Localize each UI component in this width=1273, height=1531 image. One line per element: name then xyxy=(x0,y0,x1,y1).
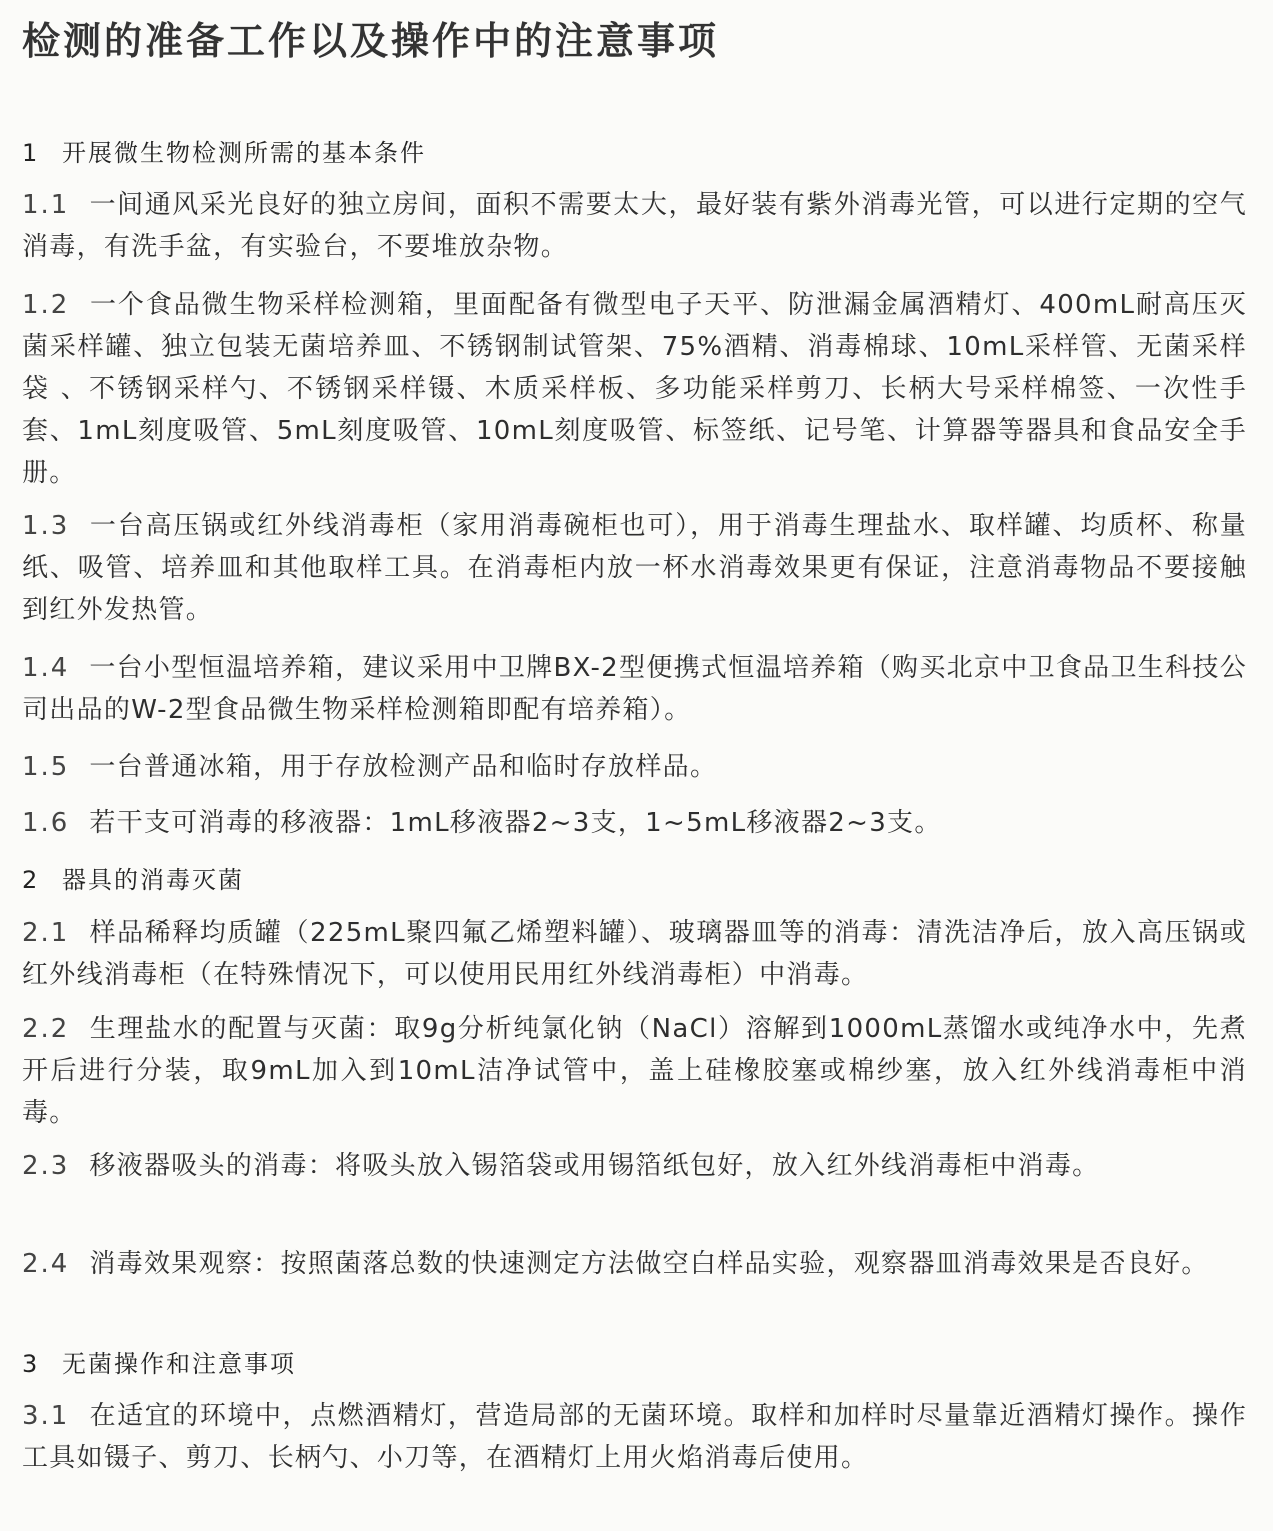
paragraph-text: 在适宜的环境中，点燃酒精灯，营造局部的无菌环境。取样和加样时尽量靠近酒精灯操作。操作工具如镊子、剪刀、长柄勺、小刀等，在酒精灯上用火焰消毒后使用。 xyxy=(22,1401,1247,1473)
paragraph-number: 2.1 xyxy=(22,918,70,948)
paragraph-1-1 xyxy=(22,184,1247,268)
paragraph-text: 消毒效果观察：按照菌落总数的快速测定方法做空白样品实验，观察器皿消毒效果是否良好。 xyxy=(89,1249,1209,1279)
paragraph-number: 2.2 xyxy=(22,1014,70,1044)
paragraph-1-4 xyxy=(22,647,1247,731)
paragraph-text: 一个食品微生物采样检测箱，里面配备有微型电子天平、防泄漏金属酒精灯、400mL耐高压灭菌采样罐、独立包装无菌培养皿、不锈钢制试管架、75%酒精、消毒棉球、10mL采样管、无菌采样袋 、不锈钢采样勺、不锈钢采样镊、木质采样板、多功能采样剪刀、长柄大号采样棉签、一次性手套、1mL刻度吸管、5mL刻度吸管、10mL刻度吸管、标签纸、记号笔、计算器等器具和食品安全手册。 xyxy=(22,290,1247,488)
paragraph-1-6 xyxy=(22,802,1247,844)
paragraph-1-2 xyxy=(22,284,1247,494)
section-heading-text: 器具的消毒灭菌 xyxy=(62,866,244,894)
section-heading-1 xyxy=(22,135,426,171)
paragraph-3-1 xyxy=(22,1395,1247,1479)
paragraph-number: 1.2 xyxy=(22,290,70,320)
section-number: 1 xyxy=(22,139,40,167)
paragraph-text: 一台小型恒温培养箱，建议采用中卫牌BX-2型便携式恒温培养箱（购买北京中卫食品卫生科技公司出品的W-2型食品微生物采样检测箱即配有培养箱）。 xyxy=(22,653,1247,725)
section-heading-text: 开展微生物检测所需的基本条件 xyxy=(62,139,426,167)
paragraph-text: 若干支可消毒的移液器：1mL移液器2~3支，1~5mL移液器2~3支。 xyxy=(89,808,942,838)
paragraph-text: 一台高压锅或红外线消毒柜（家用消毒碗柜也可），用于消毒生理盐水、取样罐、均质杯、称量纸、吸管、培养皿和其他取样工具。在消毒柜内放一杯水消毒效果更有保证，注意消毒物品不要接触到红外发热管。 xyxy=(22,511,1247,625)
section-number: 2 xyxy=(22,866,40,894)
paragraph-number: 3.1 xyxy=(22,1401,70,1431)
paragraph-number: 1.3 xyxy=(22,511,70,541)
paragraph-number: 1.5 xyxy=(22,752,70,782)
paragraph-1-3 xyxy=(22,505,1247,631)
section-heading-2 xyxy=(22,862,244,898)
page-title: 检测的准备工作以及操作中的注意事项 xyxy=(22,19,720,63)
paragraph-text: 一间通风采光良好的独立房间，面积不需要太大，最好装有紫外消毒光管，可以进行定期的空气消毒，有洗手盆，有实验台，不要堆放杂物。 xyxy=(22,190,1247,262)
paragraph-2-4 xyxy=(22,1243,1247,1285)
paragraph-text: 一台普通冰箱，用于存放检测产品和临时存放样品。 xyxy=(89,752,718,782)
paragraph-text: 样品稀释均质罐（225mL聚四氟乙烯塑料罐）、玻璃器皿等的消毒：清洗洁净后，放入高压锅或红外线消毒柜（在特殊情况下，可以使用民用红外线消毒柜）中消毒。 xyxy=(22,918,1247,990)
paragraph-number: 2.4 xyxy=(22,1249,70,1279)
paragraph-text: 移液器吸头的消毒：将吸头放入锡箔袋或用锡箔纸包好，放入红外线消毒柜中消毒。 xyxy=(89,1151,1100,1181)
paragraph-number: 1.6 xyxy=(22,808,70,838)
section-heading-3 xyxy=(22,1346,296,1382)
section-number: 3 xyxy=(22,1350,40,1378)
paragraph-2-3 xyxy=(22,1145,1247,1187)
paragraph-number: 2.3 xyxy=(22,1151,70,1181)
paragraph-2-1 xyxy=(22,912,1247,996)
paragraph-number: 1.4 xyxy=(22,653,70,683)
paragraph-1-5 xyxy=(22,746,1247,788)
paragraph-number: 1.1 xyxy=(22,190,70,220)
paragraph-2-2 xyxy=(22,1008,1247,1134)
section-heading-text: 无菌操作和注意事项 xyxy=(62,1350,296,1378)
paragraph-text: 生理盐水的配置与灭菌：取9g分析纯氯化钠（NaCl）溶解到1000mL蒸馏水或纯净水中，先煮开后进行分装，取9mL加入到10mL洁净试管中，盖上硅橡胶塞或棉纱塞，放入红外线消毒柜中消毒。 xyxy=(22,1014,1247,1128)
